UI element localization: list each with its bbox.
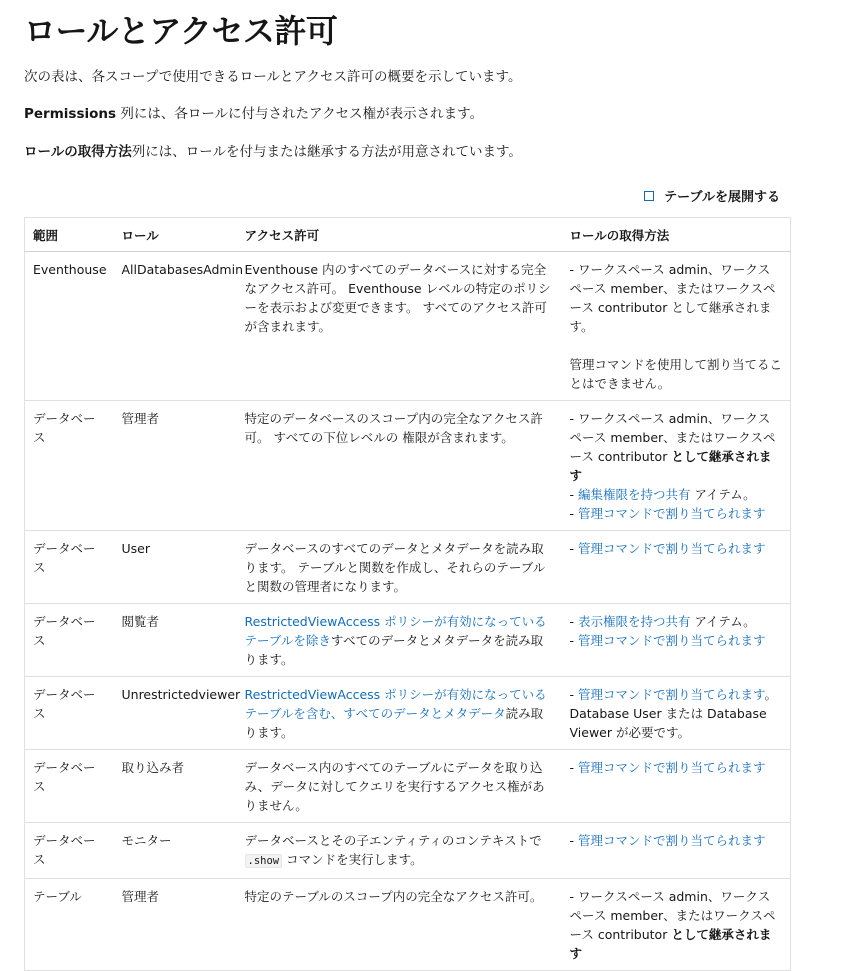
management-command-link[interactable]: 管理コマンドで割り当てられます xyxy=(577,633,766,648)
expand-table-label: テーブルを展開する xyxy=(664,190,780,205)
how-prefix: - xyxy=(569,687,578,702)
cell-permissions xyxy=(237,823,562,879)
management-command-link[interactable]: 管理コマンドで割り当てられます xyxy=(577,687,765,702)
header-permissions: アクセス許可 xyxy=(237,218,562,252)
how-text: アイテム。 xyxy=(690,614,756,629)
cell-scope: データベース xyxy=(25,823,114,879)
how-prefix: - xyxy=(569,833,578,848)
cell-how-to-obtain xyxy=(562,879,791,971)
management-command-link[interactable]: 管理コマンドで割り当てられます xyxy=(577,506,766,521)
cell-permissions xyxy=(237,677,562,750)
how-prefix: - xyxy=(569,633,578,648)
table-row xyxy=(25,401,791,531)
cell-role: 取り込み者 xyxy=(114,750,237,823)
table-row xyxy=(25,879,791,971)
table-row xyxy=(25,252,791,401)
restricted-view-access-link[interactable]: RestrictedViewAccess ポリシーが有効になっているテーブルを除き xyxy=(244,614,547,648)
perm-text: 読み取ります。 xyxy=(244,706,544,740)
intro-paragraph-2 xyxy=(24,102,483,122)
cell-permissions: データベース内のすべてのテーブルにデータを取り込み、データに対してクエリを実行するアクセス権がありません。 xyxy=(237,750,562,823)
table-row xyxy=(25,823,791,879)
cell-how-to-obtain xyxy=(562,604,791,677)
how-note: 管理コマンドを使用して割り当てることはできません。 xyxy=(569,357,783,391)
cell-role: 閲覧者 xyxy=(114,604,237,677)
cell-scope: データベース xyxy=(25,604,114,677)
roles-table xyxy=(24,217,791,971)
perm-text: コマンドを実行します。 xyxy=(282,852,423,867)
permissions-term: Permissions xyxy=(24,106,117,122)
how-text: - ワークスペース admin、ワークスペース member、またはワークスペース contributor として継承されます。 xyxy=(569,262,776,334)
expand-table-button[interactable] xyxy=(644,186,780,205)
cell-scope: データベース xyxy=(25,750,114,823)
cell-how-to-obtain xyxy=(562,401,791,531)
management-command-link[interactable]: 管理コマンドで割り当てられます xyxy=(577,541,766,556)
intro-paragraph-1: 次の表は、各スコープで使用できるロールとアクセス許可の概要を示しています。 xyxy=(24,69,522,85)
cell-role: 管理者 xyxy=(114,401,237,531)
cell-permissions: Eventhouse 内のすべてのデータベースに対する完全なアクセス許可。 Eventhouse レベルの特定のポリシーを表示および変更できます。 すべてのアクセス許可が含まれます。 xyxy=(237,252,562,401)
cell-role: 管理者 xyxy=(114,879,237,971)
how-prefix: - xyxy=(569,506,578,521)
table-row xyxy=(25,750,791,823)
management-command-link[interactable]: 管理コマンドで割り当てられます xyxy=(577,833,766,848)
expand-icon xyxy=(644,191,654,201)
how-prefix: - xyxy=(569,760,578,775)
how-to-obtain-term: ロールの取得方法 xyxy=(24,144,132,160)
cell-how-to-obtain xyxy=(562,823,791,879)
perm-text: すべてのデータとメタデータを読み取ります。 xyxy=(244,633,544,667)
table-row xyxy=(25,604,791,677)
header-role: ロール xyxy=(114,218,237,252)
how-text: - ワークスペース admin、ワークスペース member、またはワークスペース contributor xyxy=(569,889,776,942)
how-bold: として継承されます xyxy=(569,449,772,483)
intro-paragraph-2-text: 列には、各ロールに付与されたアクセス権が表示されます。 xyxy=(116,106,484,122)
cell-permissions xyxy=(237,604,562,677)
cell-role: AllDatabasesAdmin xyxy=(114,252,237,401)
cell-how-to-obtain xyxy=(562,252,791,401)
table-row xyxy=(25,531,791,604)
header-how-to-obtain: ロールの取得方法 xyxy=(562,218,791,252)
cell-how-to-obtain xyxy=(562,677,791,750)
cell-permissions: データベースのすべてのデータとメタデータを読み取ります。 テーブルと関数を作成し、それらのテーブルと関数の管理者になります。 xyxy=(237,531,562,604)
cell-scope: データベース xyxy=(25,531,114,604)
cell-role: モニター xyxy=(114,823,237,879)
how-bold: として継承されます xyxy=(569,927,772,961)
share-edit-link[interactable]: 編集権限を持つ共有 xyxy=(577,487,691,502)
cell-role: User xyxy=(114,531,237,604)
share-view-link[interactable]: 表示権限を持つ共有 xyxy=(577,614,691,629)
how-prefix: - xyxy=(569,614,578,629)
management-command-link[interactable]: 管理コマンドで割り当てられます xyxy=(577,760,766,775)
cell-scope: テーブル xyxy=(25,879,114,971)
cell-permissions: 特定のテーブルのスコープ内の完全なアクセス許可。 xyxy=(237,879,562,971)
table-row xyxy=(25,677,791,750)
show-command-code: .show xyxy=(245,854,283,868)
perm-text: データベースとその子エンティティのコンテキストで xyxy=(244,833,542,848)
header-scope: 範囲 xyxy=(25,218,114,252)
cell-scope: Eventhouse xyxy=(25,252,114,401)
how-text: - ワークスペース admin、ワークスペース member、またはワークスペース contributor xyxy=(569,411,776,464)
restricted-view-access-link[interactable]: RestrictedViewAccess ポリシーが有効になっているテーブルを含む、すべてのデータとメタデータ xyxy=(244,687,547,721)
how-text: 。 Database User または Database Viewer が必要です。 xyxy=(569,687,778,740)
how-prefix: - xyxy=(569,541,578,556)
cell-scope: データベース xyxy=(25,677,114,750)
cell-scope: データベース xyxy=(25,401,114,531)
cell-how-to-obtain xyxy=(562,750,791,823)
cell-how-to-obtain xyxy=(562,531,791,604)
table-header-row xyxy=(25,218,791,252)
cell-permissions: 特定のデータベースのスコープ内の完全なアクセス許可。 すべての下位レベルの 権限が含まれます。 xyxy=(237,401,562,531)
cell-role: Unrestrictedviewer xyxy=(114,677,237,750)
intro-paragraph-3 xyxy=(24,140,522,160)
how-prefix: - xyxy=(569,487,578,502)
page-title: ロールとアクセス許可 xyxy=(24,12,338,50)
how-text: アイテム。 xyxy=(690,487,756,502)
intro-paragraph-3-text: 列には、ロールを付与または継承する方法が用意されています。 xyxy=(131,144,522,160)
